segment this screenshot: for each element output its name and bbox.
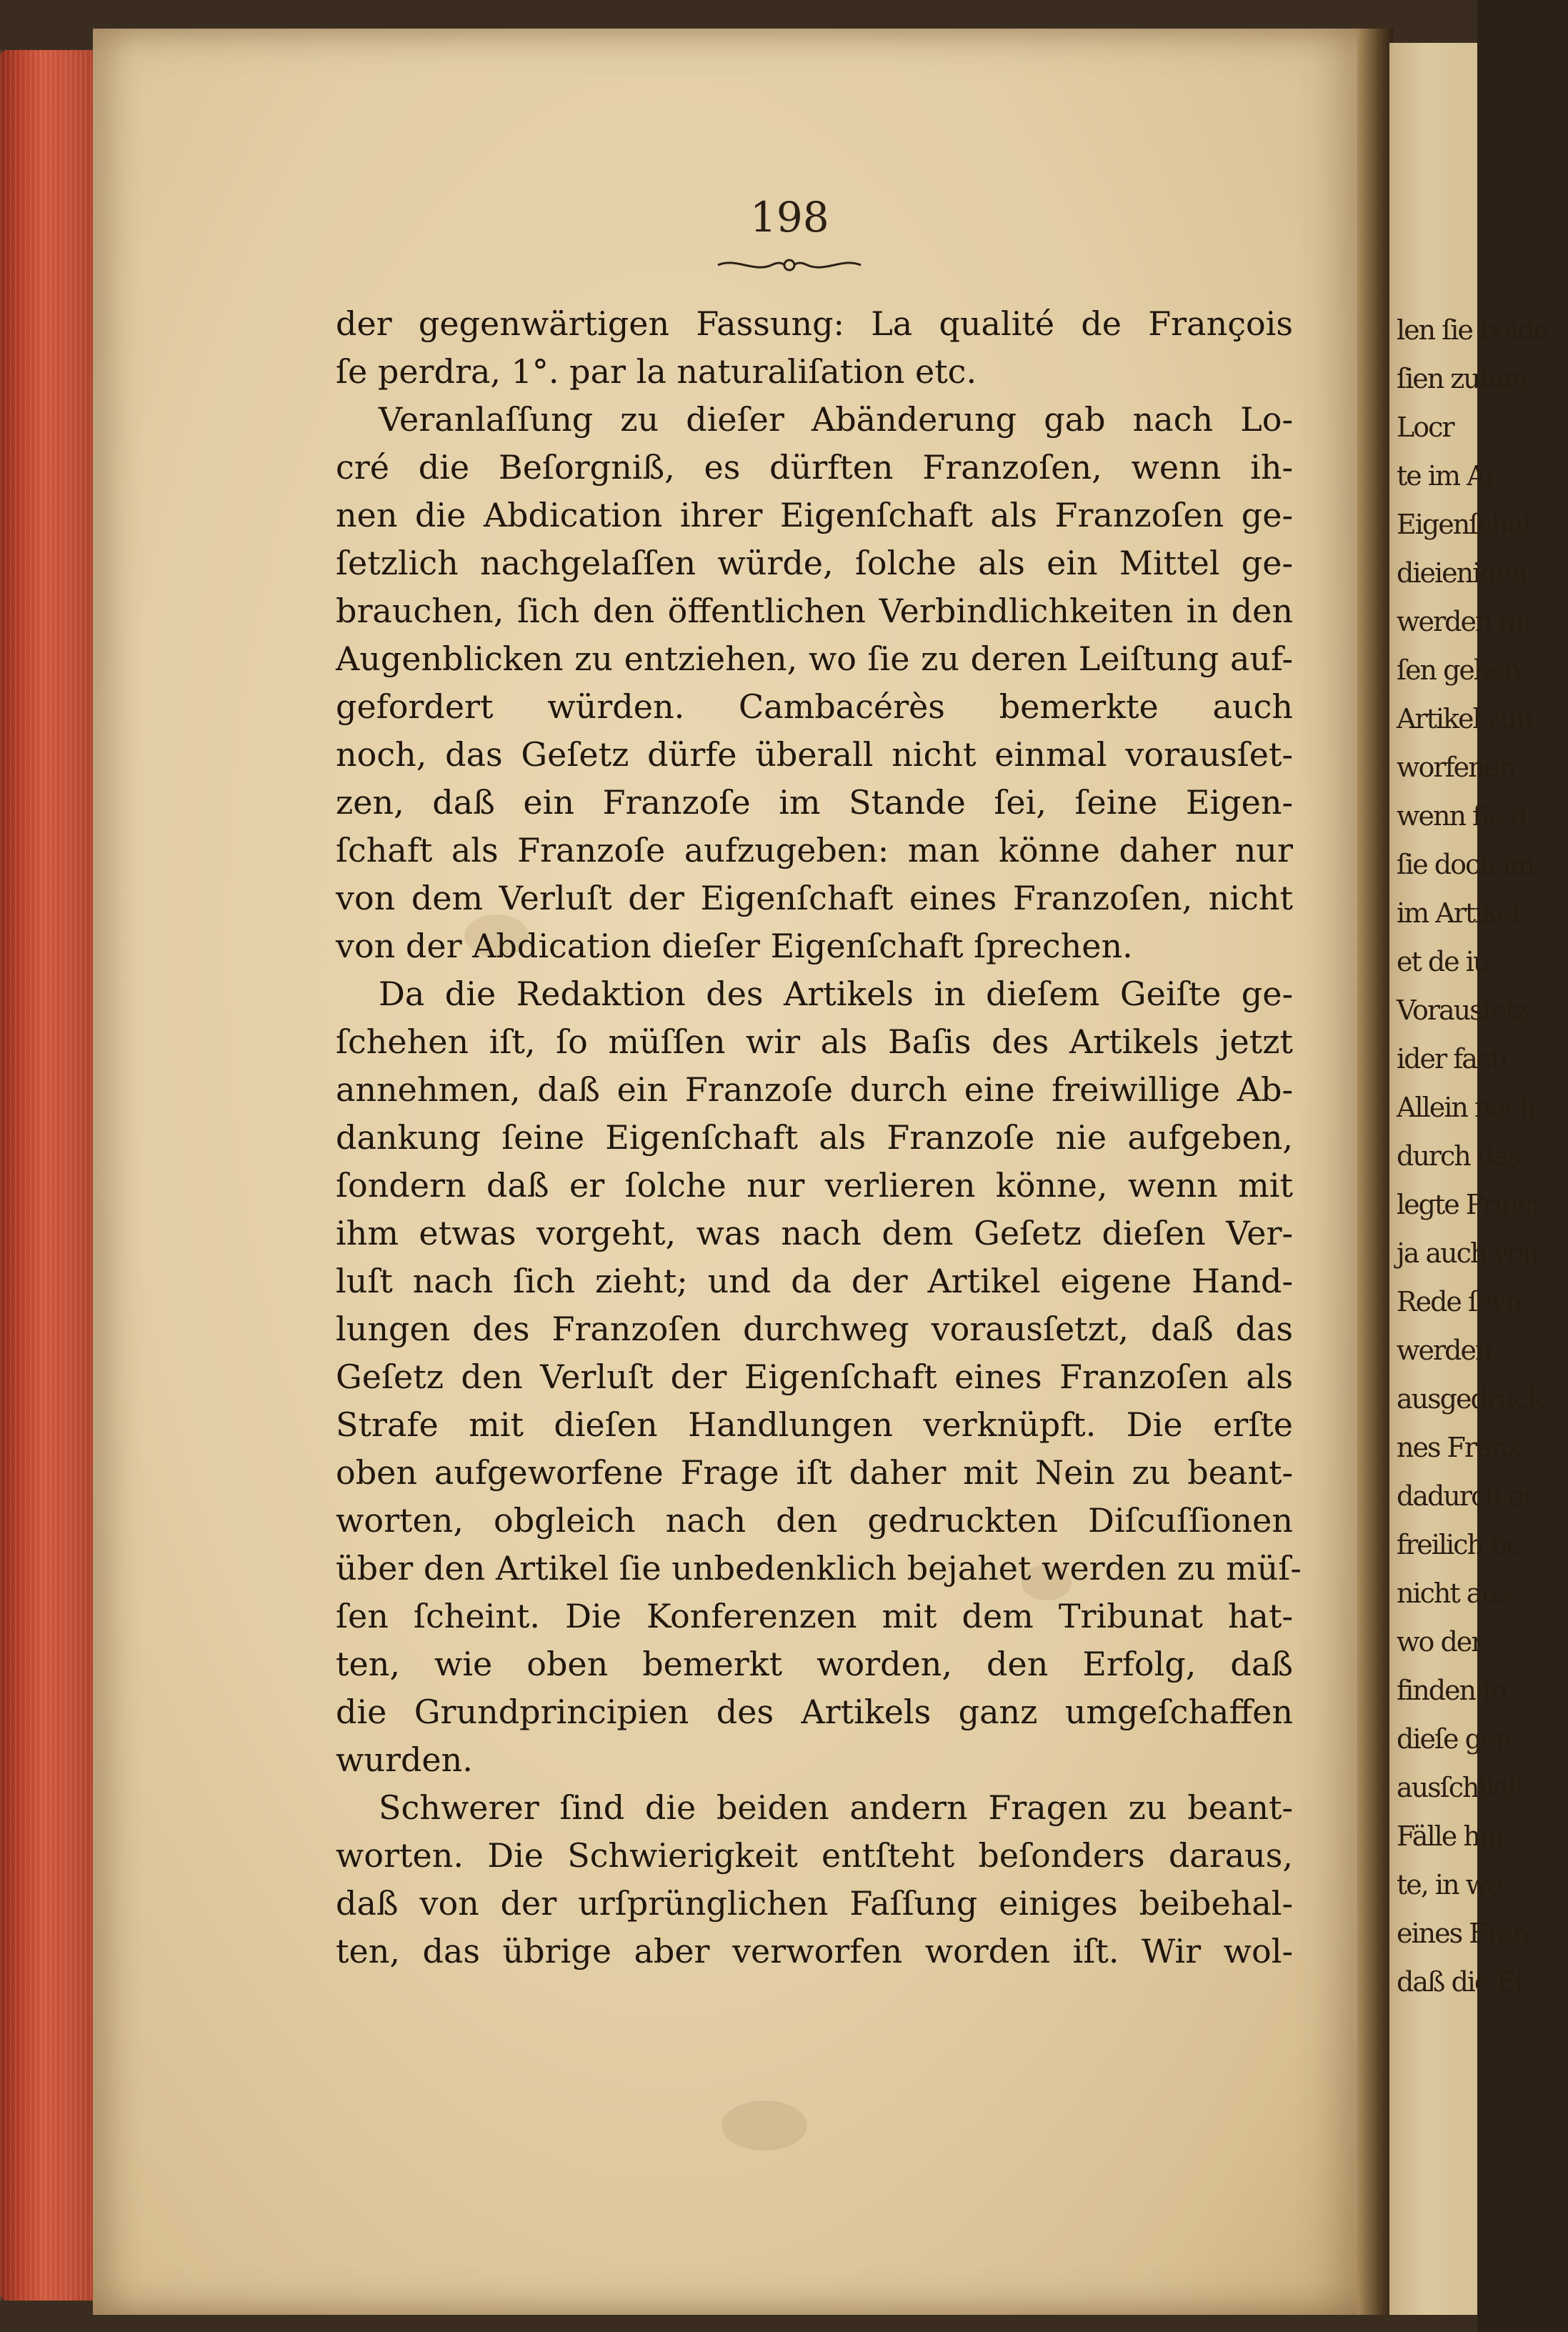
text-line: worten. Die Schwierigkeit entſteht beſonders daraus, [336, 1836, 1293, 1875]
facing-text-line: eines Fran [1397, 1918, 1529, 1949]
facing-text-line: ſen geben [1397, 654, 1521, 686]
facing-text-line: Allein nach [1397, 1092, 1535, 1123]
text-line: brauchen, ſich den öffentlichen Verbindlichkeiten in den [336, 592, 1293, 630]
text-line: oben aufgeworfene Frage iſt daher mit Nein zu beant- [336, 1453, 1293, 1492]
body-text [336, 300, 1302, 1975]
text-line: wurden. [336, 1740, 473, 1779]
text-line: Da die Redaktion des Artikels in dieſem Geiſte ge- [379, 975, 1293, 1013]
facing-text-line: et de iu [1397, 946, 1489, 977]
facing-text-line: freilich be [1397, 1529, 1521, 1560]
ornament-divider [714, 254, 864, 276]
facing-text-line: ider facti [1397, 1043, 1507, 1075]
text-line: der gegenwärtigen Fassung: La qualité de François [336, 304, 1293, 343]
text-line: ſchehen iſt, ſo müſſen wir als Baſis des Artikels jetzt [336, 1022, 1293, 1061]
facing-text-line: werden, [1397, 1335, 1499, 1366]
text-line: worten, obgleich nach den gedruckten Diſcuſſionen [336, 1501, 1293, 1540]
facing-text-line: wo der [1397, 1626, 1483, 1658]
facing-text-line: worfenen [1397, 752, 1515, 783]
text-line: cré die Beſorgniß, es dürften Franzoſen, wenn ih- [336, 448, 1293, 487]
text-line: Strafe mit dieſen Handlungen verknüpft. Die erſte [336, 1405, 1293, 1444]
facing-text-line: finden ſo [1397, 1675, 1506, 1706]
paper-stain [721, 2101, 807, 2151]
facing-text-line: dieienigen [1397, 557, 1527, 589]
facing-text-line: werden mi [1397, 606, 1530, 637]
text-line: ſetzlich nachgelaſſen würde, ſolche als ein Mittel ge- [336, 544, 1293, 582]
facing-text-line: durch das [1397, 1140, 1521, 1172]
facing-text-line: legte Princi [1397, 1189, 1539, 1220]
text-line: ten, das übrige aber verworfen worden iſt. Wir wol- [336, 1932, 1293, 1970]
page-number: 198 [750, 193, 829, 241]
book-gutter [1357, 29, 1393, 2315]
text-line: Augenblicken zu entziehen, wo ſie zu deren Leiſtung auf- [336, 639, 1293, 678]
facing-text-line: daß die Ei [1397, 1966, 1522, 1998]
facing-text-line: wenn ſie d [1397, 800, 1527, 832]
facing-text-line: te, in we [1397, 1869, 1502, 1900]
text-line: lungen des Franzoſen durchweg vorausſetzt, daß das [336, 1310, 1293, 1348]
facing-text-line: dadurch ei [1397, 1480, 1530, 1512]
facing-text-line: im Artikel [1397, 897, 1519, 929]
facing-text-line: ſie doch im [1397, 849, 1534, 880]
text-line: luſt nach ſich zieht; und da der Artikel eigene Hand- [336, 1262, 1293, 1300]
text-line: ſen ſcheint. Die Konferenzen mit dem Tribunat hat- [336, 1597, 1293, 1635]
text-line: daß von der urſprünglichen Faſſung einiges beibehal- [336, 1884, 1293, 1923]
text-line: ihm etwas vorgeht, was nach dem Geſetz dieſen Ver- [336, 1214, 1293, 1252]
facing-text-line: ja auch von [1397, 1237, 1539, 1269]
facing-text-line: Locr [1397, 412, 1454, 443]
facing-text-line: dieſe gen [1397, 1723, 1512, 1755]
text-line: von der Abdication dieſer Eigenſchaft ſprechen. [336, 927, 1133, 965]
text-line: zen, daß ein Franzoſe im Stande ſei, ſeine Eigen- [336, 783, 1293, 822]
text-line: ſondern daß er ſolche nur verlieren könne, wenn mit [336, 1166, 1293, 1205]
text-line: ſchaft als Franzoſe aufzugeben: man könne daher nur [336, 831, 1293, 869]
facing-text-line: ſien zuſam [1397, 363, 1527, 394]
facing-text-line: Eigenſchaf [1397, 509, 1531, 540]
facing-text-line: ausſchließ [1397, 1772, 1524, 1803]
text-line: über den Artikel ſie unbedenklich bejahet werden zu müſ- [336, 1549, 1302, 1588]
facing-page [1389, 43, 1548, 2315]
facing-text-line: Artikel zun [1397, 703, 1532, 734]
text-line: Geſetz den Verluſt der Eigenſchaft eines Franzoſen als [336, 1357, 1293, 1396]
facing-text-line: ausgedruck [1397, 1383, 1543, 1415]
facing-text-line: Fälle hin [1397, 1820, 1503, 1852]
facing-text-line: len ſie beide [1397, 314, 1548, 346]
text-line: gefordert würden. Cambacérès bemerkte auch [336, 687, 1293, 726]
facing-text-line: nicht aus [1397, 1578, 1510, 1609]
page-edge-red [0, 50, 107, 2301]
text-line: noch, das Geſetz dürfe überall nicht einmal vorausſet- [336, 735, 1293, 774]
text-line: die Grundprincipien des Artikels ganz umgeſchaffen [336, 1693, 1293, 1731]
text-line: nen die Abdication ihrer Eigenſchaft als Franzoſen ge- [336, 496, 1293, 534]
text-line: Veranlaſſung zu dieſer Abänderung gab nach Lo- [379, 400, 1293, 439]
facing-text-line: nes Franz [1397, 1432, 1520, 1463]
text-line: Schwerer ſind die beiden andern Fragen zu beant- [379, 1788, 1293, 1827]
facing-text-line: te im Ar [1397, 460, 1497, 492]
text-line: annehmen, daß ein Franzoſe durch eine freiwillige Ab- [336, 1070, 1293, 1109]
facing-text-line: Vorausſetz [1397, 995, 1528, 1026]
facing-text-line: Rede ſeyn, [1397, 1286, 1529, 1317]
text-line: ſe perdra, 1°. par la naturaliſation etc. [336, 352, 977, 391]
text-line: ten, wie oben bemerkt worden, den Erfolg, daß [336, 1645, 1293, 1683]
text-line: dankung ſeine Eigenſchaft als Franzoſe nie aufgeben, [336, 1118, 1293, 1157]
text-line: von dem Verluſt der Eigenſchaft eines Franzoſen, nicht [336, 879, 1293, 917]
